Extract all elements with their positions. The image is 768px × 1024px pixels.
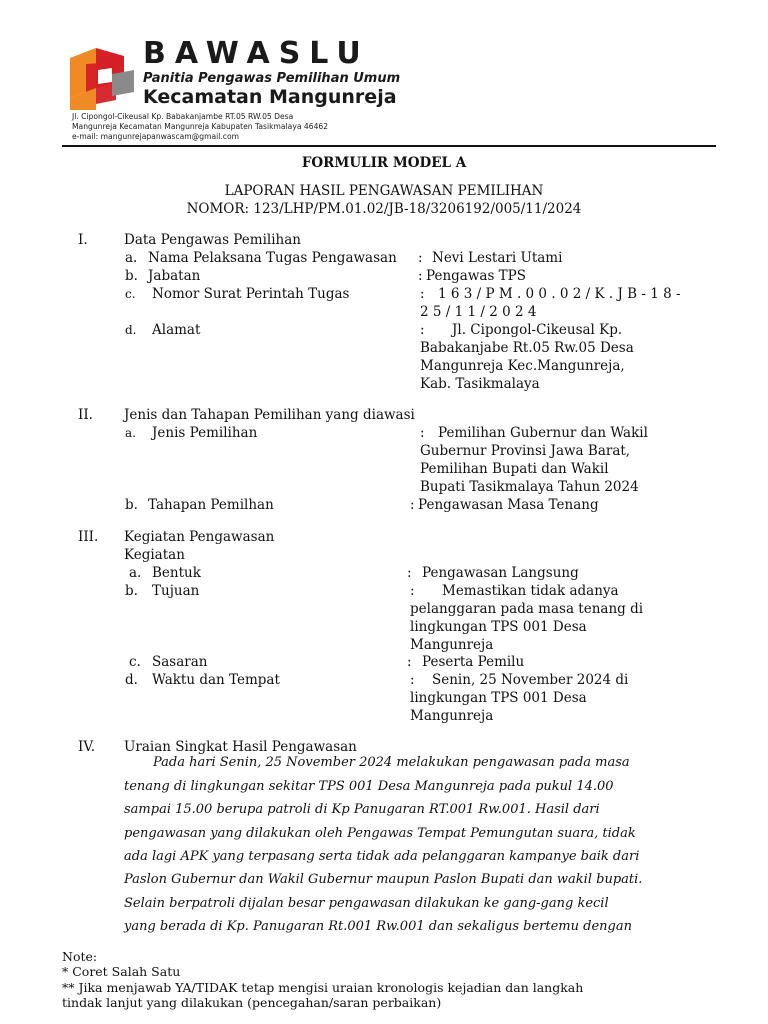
summary-paragraph-line: yang berada di Kp. Panugaran Rt.001 Rw.001 dan sekaligus bertemu dengan bbox=[124, 919, 632, 934]
field-label-address: Alamat bbox=[152, 322, 201, 338]
field-value-address: Babakanjabe Rt.05 Rw.05 Desa bbox=[420, 340, 634, 356]
field-label-election-stage: Tahapan Pemilhan bbox=[148, 497, 274, 513]
summary-paragraph-line: Pada hari Senin, 25 November 2024 melakukan pengawasan pada masa bbox=[153, 755, 630, 770]
address-line-2: Mangunreja Kecamatan Mangunreja Kabupaten Tasikmalaya 46462 bbox=[72, 122, 329, 131]
field-colon: : bbox=[410, 497, 415, 513]
note-line: * Coret Salah Satu bbox=[62, 964, 181, 979]
section-3-title: Kegiatan Pengawasan bbox=[124, 529, 275, 545]
field-colon: : bbox=[407, 565, 412, 581]
field-value-election-type: Bupati Tasikmalaya Tahun 2024 bbox=[420, 479, 639, 495]
field-value-purpose: Memastikan tidak adanya bbox=[442, 583, 619, 599]
field-value-election-type: Pemilihan Gubernur dan Wakil bbox=[438, 425, 648, 441]
field-label-name: Nama Pelaksana Tugas Pengawasan bbox=[148, 250, 397, 266]
note-line: ** Jika menjawab YA/TIDAK tetap mengisi uraian kronologis kejadian dan langkah bbox=[62, 980, 584, 995]
field-value-time-place: lingkungan TPS 001 Desa bbox=[410, 690, 587, 706]
section-2-number: II. bbox=[78, 407, 93, 423]
summary-paragraph-line: pengawasan yang dilakukan oleh Pengawas Tempat Pemungutan suara, tidak bbox=[124, 826, 636, 841]
summary-paragraph-line: ada lagi APK yang terpasang serta tidak ada pelanggaran kampanye baik dari bbox=[124, 849, 640, 864]
section-4-number: IV. bbox=[78, 739, 96, 755]
field-colon: : bbox=[420, 425, 425, 441]
field-value-address: Mangunreja Kec.Mangunreja, bbox=[420, 358, 625, 374]
field-label-purpose: Tujuan bbox=[152, 583, 200, 599]
bawaslu-logo-icon bbox=[68, 40, 136, 112]
summary-paragraph-line: sampai 15.00 berupa patroli di Kp Panugaran RT.001 Rw.001. Hasil dari bbox=[124, 802, 600, 817]
section-2-title: Jenis dan Tahapan Pemilihan yang diawasi bbox=[124, 407, 415, 423]
field-value-address: Jl. Cipongol-Cikeusal Kp. bbox=[452, 322, 623, 338]
org-subtitle-2: Kecamatan Mangunreja bbox=[143, 86, 397, 108]
field-colon: : bbox=[418, 268, 423, 284]
section-4-title: Uraian Singkat Hasil Pengawasan bbox=[124, 739, 357, 755]
field-value-form: Pengawasan Langsung bbox=[422, 565, 579, 581]
note-heading: Note: bbox=[62, 949, 98, 964]
address-email: e-mail: mangunrejapanwascam@gmail.com bbox=[72, 132, 240, 141]
item-letter: c. bbox=[125, 287, 136, 301]
field-value-position: Pengawas TPS bbox=[426, 268, 527, 284]
report-title: LAPORAN HASIL PENGAWASAN PEMILIHAN bbox=[224, 183, 544, 199]
field-value-election-type: Pemilihan Bupati dan Wakil bbox=[420, 461, 609, 477]
section-1-number: I. bbox=[78, 232, 88, 248]
field-colon: : bbox=[410, 583, 415, 599]
field-colon: : bbox=[418, 250, 423, 266]
field-value-address: Kab. Tasikmalaya bbox=[420, 376, 540, 392]
item-letter: b. bbox=[125, 497, 138, 513]
field-value-time-place: Mangunreja bbox=[410, 708, 494, 724]
field-value-election-type: Gubernur Provinsi Jawa Barat, bbox=[420, 443, 631, 459]
field-label-election-type: Jenis Pemilihan bbox=[152, 425, 258, 441]
field-label-target: Sasaran bbox=[152, 654, 208, 670]
note-line: tindak lanjut yang dilakukan (pencegahan/saran perbaikan) bbox=[62, 995, 442, 1010]
item-letter: c. bbox=[129, 654, 141, 670]
item-letter: b. bbox=[125, 583, 138, 599]
field-colon: : bbox=[407, 654, 412, 670]
item-letter: a. bbox=[129, 565, 142, 581]
form-title: FORMULIR MODEL A bbox=[301, 155, 467, 171]
item-letter: a. bbox=[125, 250, 138, 266]
field-colon: : bbox=[420, 286, 425, 302]
field-value-name: Nevi Lestari Utami bbox=[432, 250, 563, 266]
letterhead-divider bbox=[62, 145, 716, 147]
field-label-form: Bentuk bbox=[152, 565, 201, 581]
address-line-1: Jl. Cipongol-Cikeusal Kp. Babakanjambe RT.05 RW.05 Desa bbox=[72, 112, 294, 121]
section-3-subtitle: Kegiatan bbox=[124, 547, 185, 563]
field-label-time-place: Waktu dan Tempat bbox=[152, 672, 280, 688]
field-label-position: Jabatan bbox=[148, 268, 201, 284]
item-letter: d. bbox=[125, 672, 138, 688]
field-label-task-letter: Nomor Surat Perintah Tugas bbox=[152, 286, 350, 302]
field-colon: : bbox=[420, 322, 425, 338]
summary-paragraph-line: Paslon Gubernur dan Wakil Gubernur maupun Paslon Bupati dan wakil bupati. bbox=[124, 872, 643, 887]
summary-paragraph-line: tenang di lingkungan sekitar TPS 001 Desa Mangunreja pada pukul 14.00 bbox=[124, 779, 614, 794]
section-3-number: III. bbox=[78, 529, 99, 545]
report-number: NOMOR: 123/LHP/PM.01.02/JB-18/3206192/005/11/2024 bbox=[186, 201, 582, 217]
field-value-election-stage: Pengawasan Masa Tenang bbox=[418, 497, 599, 513]
field-value-purpose: Mangunreja bbox=[410, 637, 494, 653]
org-subtitle-1: Panitia Pengawas Pemilihan Umum bbox=[143, 71, 401, 86]
summary-paragraph-line: Selain berpatroli dijalan besar pengawasan dilakukan ke gang-gang kecil bbox=[124, 896, 609, 911]
item-letter: b. bbox=[125, 268, 138, 284]
item-letter: d. bbox=[125, 323, 137, 337]
field-colon: : bbox=[410, 672, 415, 688]
field-value-task-letter: 2 5 / 1 1 / 2 0 2 4 bbox=[420, 304, 537, 320]
section-1-title: Data Pengawas Pemilihan bbox=[124, 232, 301, 248]
field-value-purpose: pelanggaran pada masa tenang di bbox=[410, 601, 644, 617]
field-value-time-place: Senin, 25 November 2024 di bbox=[432, 672, 629, 688]
field-value-purpose: lingkungan TPS 001 Desa bbox=[410, 619, 587, 635]
field-value-target: Peserta Pemilu bbox=[422, 654, 525, 670]
item-letter: a. bbox=[125, 426, 136, 440]
field-value-task-letter: 1 6 3 / P M . 0 0 . 0 2 / K . J B - 1 8 - bbox=[438, 286, 681, 302]
org-name: BAWASLU bbox=[143, 36, 370, 71]
